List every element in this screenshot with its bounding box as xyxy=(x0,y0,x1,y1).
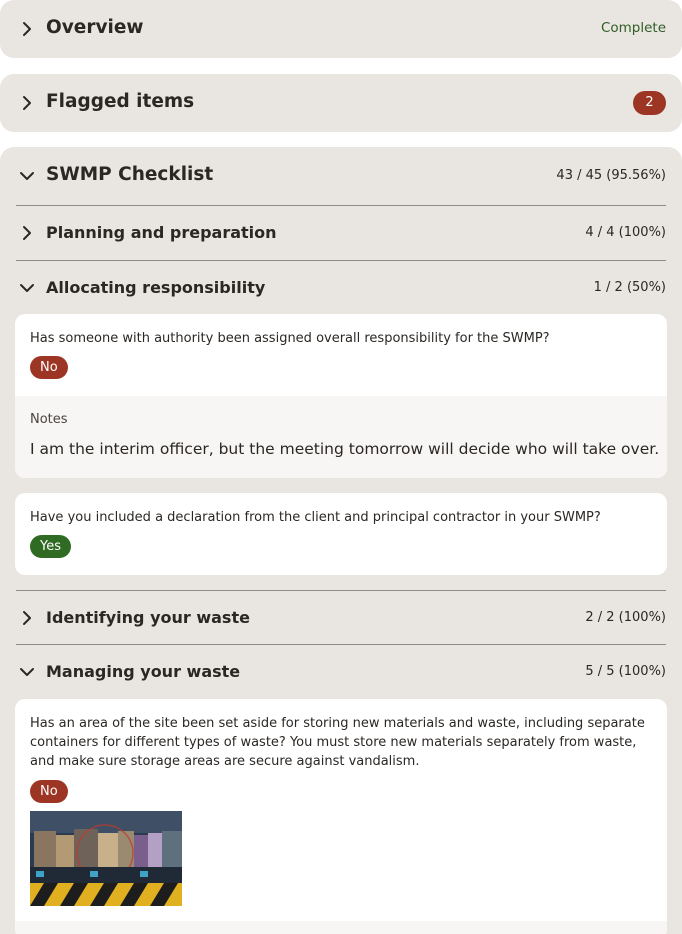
chevron-right-icon xyxy=(16,222,38,244)
swmp-checklist-header[interactable] xyxy=(0,147,682,205)
section-identifying-your-waste[interactable] xyxy=(0,591,682,644)
chevron-right-icon xyxy=(16,92,38,114)
question-text: Has someone with authority been assigned overall responsibility for the SWMP? xyxy=(30,331,550,346)
overview-card[interactable] xyxy=(0,0,682,58)
chevron-down-icon xyxy=(16,661,38,683)
answer-no-badge: No xyxy=(30,780,68,803)
waste-storage-photo[interactable] xyxy=(30,811,182,906)
question-text: Have you included a declaration from the client and principal contractor in your SWMP? xyxy=(30,510,601,525)
answer-no-badge: No xyxy=(30,356,68,379)
section-title: Identifying your waste xyxy=(46,608,250,627)
flagged-items-title: Flagged items xyxy=(46,91,195,112)
section-progress: 5 / 5 (100%) xyxy=(585,664,666,679)
question-card xyxy=(15,699,667,934)
section-progress: 1 / 2 (50%) xyxy=(593,280,666,295)
question-card xyxy=(15,314,667,478)
swmp-checklist-progress: 43 / 45 (95.56%) xyxy=(556,168,666,183)
notes-label: Notes xyxy=(30,412,68,427)
section-title: Managing your waste xyxy=(46,662,241,681)
chevron-down-icon xyxy=(16,165,38,187)
notes-text: I am the interim officer, but the meeting tomorrow will decide who will take over. xyxy=(30,440,660,458)
notes-panel-edge xyxy=(15,921,667,934)
answer-yes-badge: Yes xyxy=(30,535,71,558)
photo-image xyxy=(30,811,182,906)
swmp-checklist-card xyxy=(0,147,682,934)
flagged-items-card[interactable] xyxy=(0,74,682,132)
section-title: Allocating responsibility xyxy=(46,278,266,297)
flagged-count-badge: 2 xyxy=(633,91,666,115)
chevron-right-icon xyxy=(16,607,38,629)
section-progress: 4 / 4 (100%) xyxy=(585,225,666,240)
overview-status: Complete xyxy=(600,20,666,36)
question-card xyxy=(15,493,667,575)
section-managing-your-waste[interactable] xyxy=(0,645,682,698)
swmp-checklist-title: SWMP Checklist xyxy=(46,164,214,185)
section-progress: 2 / 2 (100%) xyxy=(585,610,666,625)
section-allocating-responsibility[interactable] xyxy=(0,261,682,313)
overview-title: Overview xyxy=(46,17,144,38)
chevron-right-icon xyxy=(16,18,38,40)
chevron-down-icon xyxy=(16,277,38,299)
question-text: Has an area of the site been set aside for storing new materials and waste, including separate containers for different types of waste? You must store new materials separately from waste, and make sure storage areas are secure against vandalism. xyxy=(30,716,645,769)
section-planning-and-preparation[interactable] xyxy=(0,206,682,260)
notes-panel xyxy=(15,396,667,478)
section-title: Planning and preparation xyxy=(46,223,277,242)
